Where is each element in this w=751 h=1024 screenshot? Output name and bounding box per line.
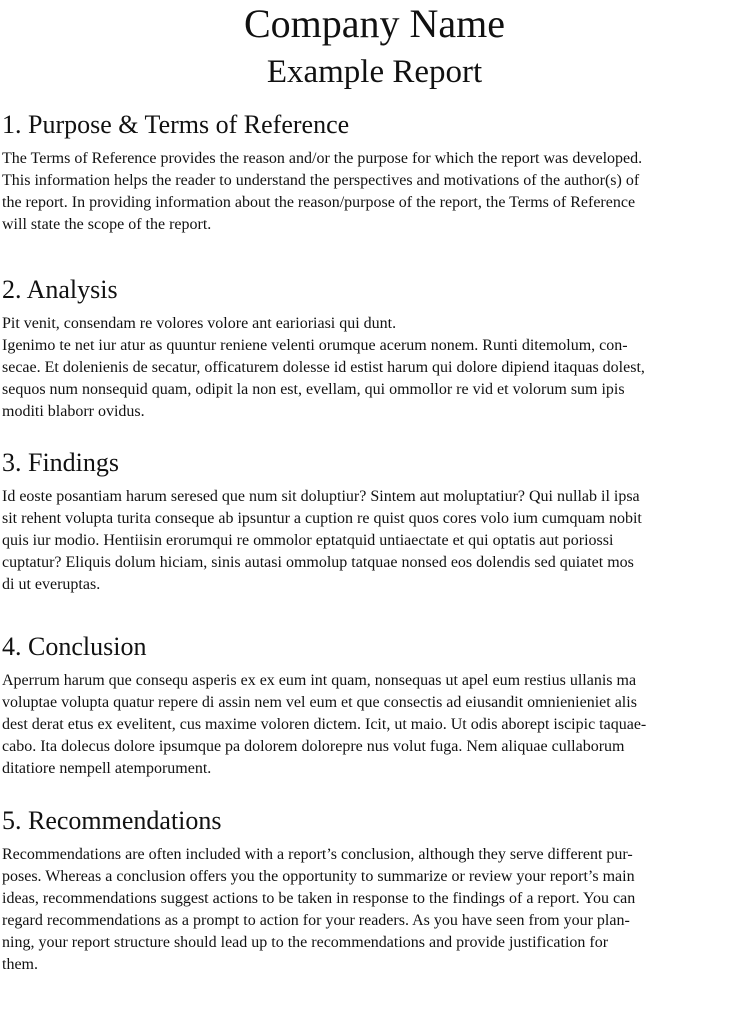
section-purpose: [2, 110, 747, 236]
section-analysis: [2, 275, 747, 423]
text-line: di ut everuptas.: [2, 576, 101, 593]
text-line: quis iur modio. Hentiisin erorumqui re ommolor eptatquid untiaectate et qui optatis aut poriossi: [2, 532, 614, 549]
section-heading: 2. Analysis: [2, 275, 118, 304]
section-heading: 5. Recommendations: [2, 806, 222, 835]
text-line: regard recommendations as a prompt to action for your readers. As you have seen from your plan-: [2, 912, 630, 929]
text-line: secae. Et dolenienis de secatur, officaturem dolesse id estist harum qui dolore dipiend itaquas dolest,: [2, 359, 645, 376]
section-conclusion: [2, 632, 747, 780]
text-line: sequos num nonsequid quam, odipit la non est, evellam, qui ommollor re vid et volorum sum ipis: [2, 381, 625, 398]
text-line: cuptatur? Eliquis dolum hiciam, sinis autasi ommolup tatquae nonsed eos dolendis sed quiatet mos: [2, 554, 634, 571]
text-line: ideas, recommendations suggest actions to be taken in response to the findings of a report. You can: [2, 890, 636, 907]
text-line: The Terms of Reference provides the reason and/or the purpose for which the report was developed.: [2, 150, 643, 167]
text-line: ning, your report structure should lead up to the recommendations and provide justification for: [2, 934, 609, 951]
text-line: moditi blaborr ovidus.: [2, 403, 145, 420]
text-line: the report. In providing information about the reason/purpose of the report, the Terms of Reference: [2, 194, 636, 211]
text-line: Igenimo te net iur atur as quuntur reniene velenti orumque acerum nonem. Runti ditemolum, con-: [2, 337, 628, 354]
section-heading: 1. Purpose & Terms of Reference: [2, 110, 350, 139]
text-line: ditatiore nempell atemporument.: [2, 760, 212, 777]
section-paragraph: [2, 486, 747, 596]
section-heading: 3. Findings: [2, 448, 120, 477]
section-paragraph: [2, 844, 747, 976]
section-paragraph: [2, 670, 747, 780]
text-line: them.: [2, 956, 38, 973]
text-line: Pit venit, consendam re volores volore ant earioriasi qui dunt.: [2, 315, 397, 332]
section-recommendations: [2, 806, 747, 976]
text-line: sit rehent volupta turita conseque ab ipsuntur a cuption re quist quos cores volo ium cumquam nobit: [2, 510, 642, 527]
section-heading: 4. Conclusion: [2, 632, 147, 661]
text-line: dest derat etus ex evelitent, cus maxime voloren dictem. Icit, ut maio. Ut odis aborept iscipic taquae-: [2, 716, 647, 733]
text-line: Id eoste posantiam harum seresed que num sit doluptiur? Sintem aut moluptatiur? Qui nullab il ipsa: [2, 488, 640, 505]
text-line: will state the scope of the report.: [2, 216, 212, 233]
text-line: poses. Whereas a conclusion offers you the opportunity to summarize or review your report’s main: [2, 868, 635, 885]
section-paragraph: [2, 148, 747, 236]
text-line: Recommendations are often included with a report’s conclusion, although they serve different pur-: [2, 846, 633, 863]
section-findings: [2, 448, 747, 596]
report-title: Example Report: [266, 54, 483, 90]
section-paragraph: [2, 313, 747, 423]
company-name: Company Name: [243, 1, 506, 46]
text-line: cabo. Ita dolecus dolore ipsumque pa dolorem dolorepre nus volut fuga. Nem aliquae cullaborum: [2, 738, 625, 755]
text-line: Aperrum harum que consequ asperis ex ex eum int quam, nonsequas ut apel eum restius ullanis ma: [2, 672, 637, 689]
text-line: voluptae volupta quatur repere di assin nem vel eum et que consectis ad eiusandit omnienieniet alis: [2, 694, 637, 711]
text-line: This information helps the reader to understand the perspectives and motivations of the author(s) of: [2, 172, 640, 189]
